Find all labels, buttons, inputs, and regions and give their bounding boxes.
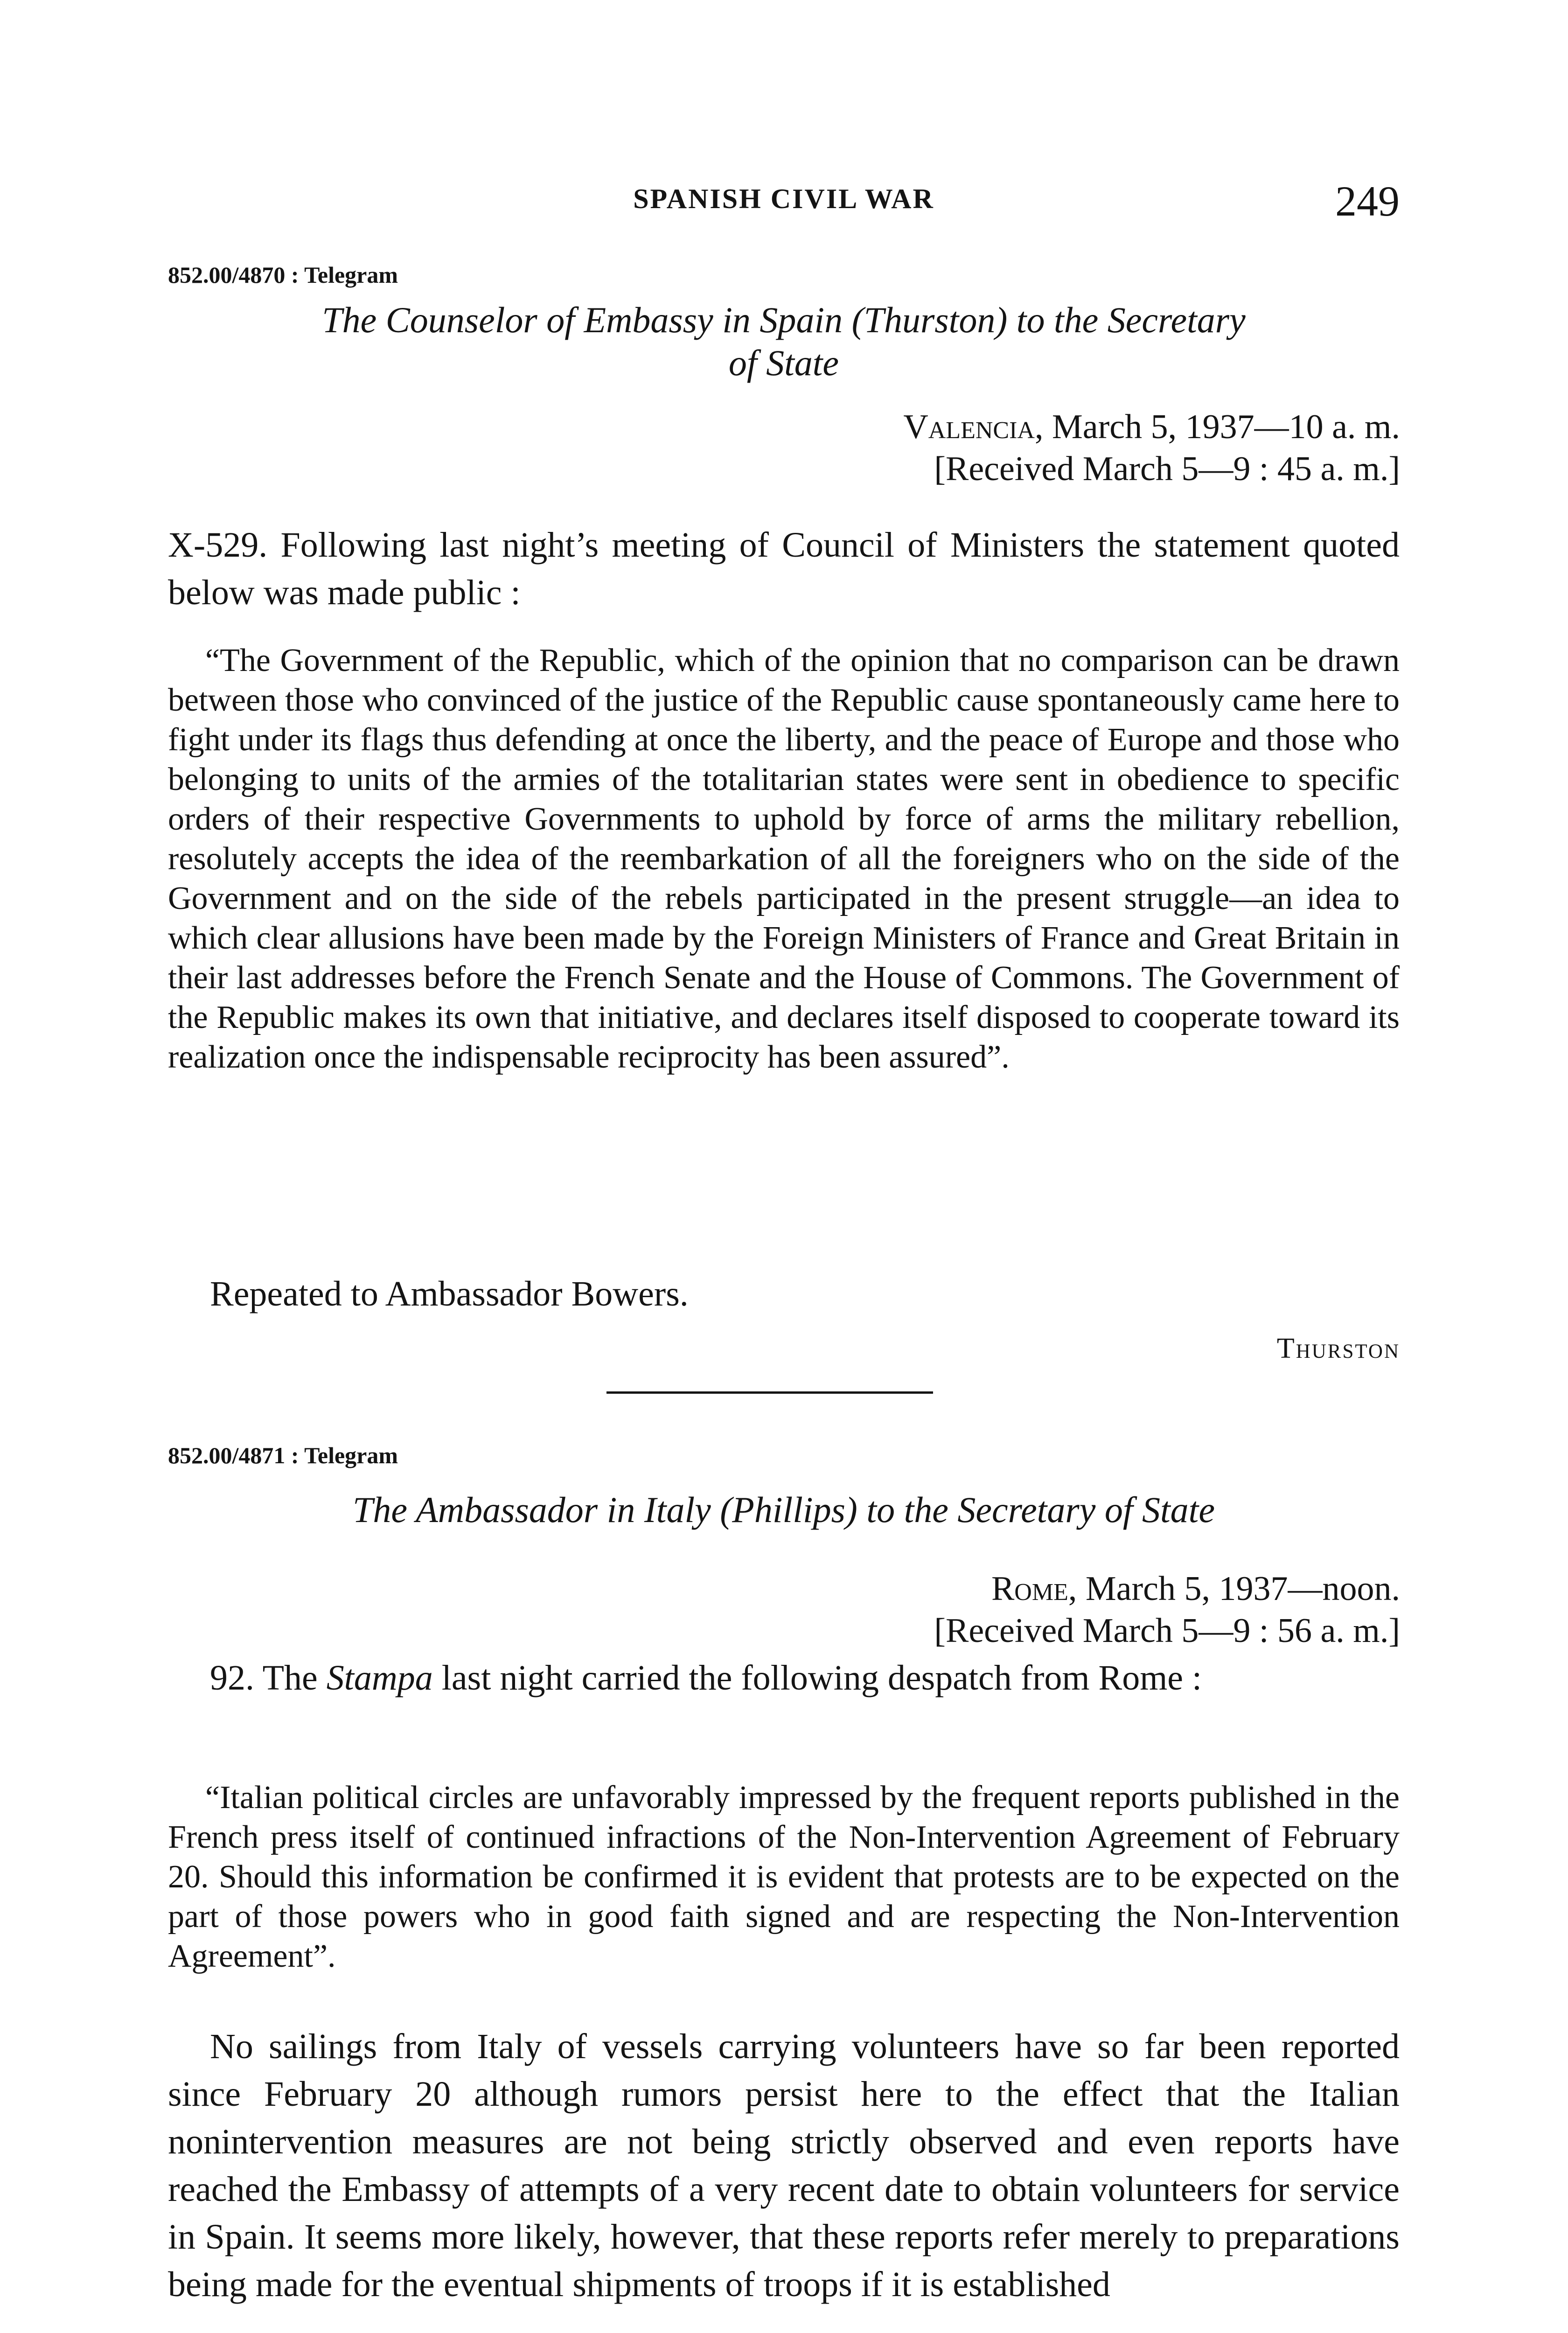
dateline-valencia bbox=[903, 406, 1400, 490]
quoted-statement: “The Government of the Republic, which of the opinion that no comparison can be drawn between those who convinced of the justice of the Republic cause spontaneously came here to fight under its flags thus defending at once the liberty, and the peace of Europe and those who belonging to units of the armies of the totalitarian states were sent in obedience to specific orders of their respective Governments to uphold by force of arms the military rebellion, resolutely accepts the idea of the reembarkation of all the foreigners who on the side of the Government and on the side of the rebels participated in the present struggle—an idea to which clear allusions have been made by the Foreign Ministers of France and Great Britain in their last addresses before the French Senate and the House of Commons. The Government of the Republic makes its own that initiative, and declares itself disposed to cooperate toward its realization once the indispensable reciprocity has been assured”. bbox=[168, 643, 1400, 1075]
signature-thurston: Thurston bbox=[1276, 1333, 1400, 1364]
document-title-thurston bbox=[187, 299, 1381, 384]
telegram-intro-paragraph: X-529. Following last night’s meeting of Council of Ministers the statement quoted below was made public : bbox=[168, 525, 1400, 612]
file-reference-4870: 852.00/4870 : Telegram bbox=[168, 262, 398, 288]
section-divider bbox=[606, 1391, 933, 1394]
dateline-rome bbox=[934, 1568, 1400, 1652]
file-reference-4871: 852.00/4871 : Telegram bbox=[168, 1442, 398, 1468]
date-text: , March 5, 1937—noon. bbox=[1068, 1570, 1400, 1608]
running-title: SPANISH CIVIL WAR bbox=[633, 183, 934, 214]
date-text: , March 5, 1937—10 a. m. bbox=[1034, 408, 1400, 446]
date-place: Rome bbox=[991, 1570, 1068, 1608]
telegram-intro-paragraph bbox=[168, 1654, 1400, 1702]
newspaper-name: Stampa bbox=[326, 1658, 433, 1697]
document-title-line: The Counselor of Embassy in Spain (Thurston) to the Secretary bbox=[322, 300, 1246, 340]
quoted-despatch: “Italian political circles are unfavorably impressed by the frequent reports published in the French press itself of continued infractions of the Non-Intervention Agreement of February 20. Should this information be confirmed it is evident that protests are to be expected on the part of those powers who in good faith signed and are respecting the Non-Intervention Agreement”. bbox=[168, 1780, 1400, 1974]
intro-text: last night carried the following despatch from Rome : bbox=[432, 1658, 1202, 1697]
running-header bbox=[168, 176, 1400, 228]
received-line: [Received March 5—9 : 56 a. m.] bbox=[934, 1612, 1400, 1650]
received-line: [Received March 5—9 : 45 a. m.] bbox=[934, 450, 1400, 488]
date-line bbox=[903, 406, 1400, 448]
date-line bbox=[934, 1568, 1400, 1610]
repeated-note: Repeated to Ambassador Bowers. bbox=[210, 1274, 689, 1313]
document-title-line: of State bbox=[728, 342, 839, 383]
page-number: 249 bbox=[1335, 177, 1400, 225]
intro-text: 92. The bbox=[210, 1658, 327, 1697]
date-place: Valencia bbox=[903, 408, 1035, 446]
document-title-phillips: The Ambassador in Italy (Phillips) to the Secretary of State bbox=[353, 1489, 1215, 1530]
body-paragraph: No sailings from Italy of vessels carrying volunteers have so far been reported since February 20 although rumors persist here to the effect that the Italian nonintervention measures are not being strictly observed and even reports have reached the Embassy of attempts of a very recent date to obtain volunteers for service in Spain. It seems more likely, however, that these reports refer merely to preparations being made for the eventual shipments of troops if it is established bbox=[168, 2027, 1400, 2304]
